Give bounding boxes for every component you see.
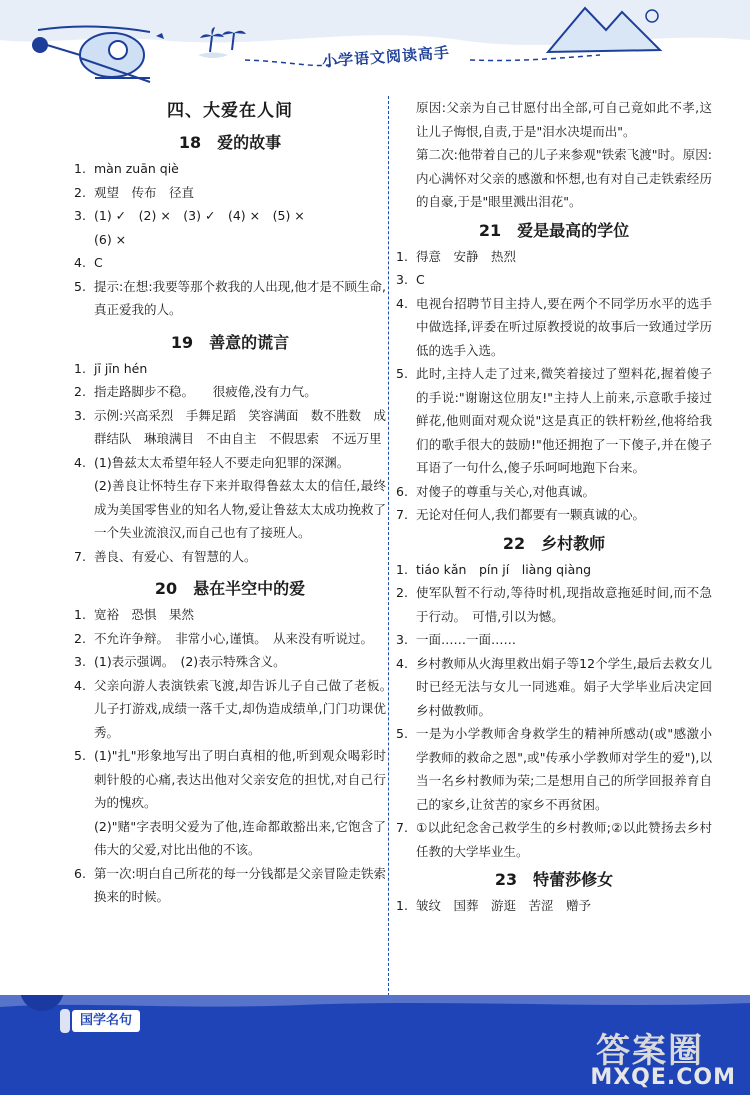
lesson-title: 善意的谎言 (209, 332, 290, 352)
footer-badge: 国学名句 (72, 1010, 140, 1032)
item-number: 5. (396, 726, 408, 741)
answer-item (396, 894, 712, 918)
item-text: (1)表示强调。 (2)表示特殊含义。 (94, 654, 286, 669)
lesson-number: 20 (154, 579, 178, 598)
watermark-logo: 答案圈 (596, 1031, 704, 1071)
answer-item (396, 480, 712, 504)
item-number: 1. (74, 161, 86, 176)
lesson-title: 悬在半空中的爱 (193, 579, 306, 598)
item-number: 3. (396, 272, 408, 287)
item-text: C (416, 272, 425, 287)
item-number: 7. (74, 548, 86, 564)
answer-item (396, 628, 712, 652)
answer-item (74, 603, 386, 627)
item-number: 4. (396, 655, 408, 671)
answer-item (396, 268, 712, 292)
item-number: 4. (74, 454, 86, 470)
lesson-heading (74, 128, 386, 157)
answer-item (74, 545, 386, 569)
item-number: 2. (74, 630, 86, 646)
answer-item (74, 674, 399, 745)
lesson-heading (74, 328, 386, 357)
item-text: 第一次:明白自己所花的每一分钱都是父亲冒险走铁索换来的时候。 (94, 865, 386, 904)
item-text: 观望 传布 径直 (94, 184, 195, 200)
answer-item (396, 292, 712, 363)
item-text: 不允许争辩。 非常小心,谨慎。 从来没有听说过。 (94, 630, 373, 646)
answer-item (396, 503, 712, 527)
item-continuation: 第二次:他带着自己的儿子来参观"铁索飞渡"时。原因:内心满怀对父亲的感激和怀想,也有对自己走铁索经历的自豪,于是"眼里溅出泪花"。 (416, 147, 712, 209)
item-number: 5. (74, 748, 86, 763)
item-number: 1. (396, 898, 408, 913)
item-number: 3. (74, 407, 86, 423)
item-text: ①以此纪念舍己救学生的乡村教师;②以此赞扬去乡村任教的大学毕业生。 (416, 820, 712, 859)
item-number: 6. (396, 483, 408, 499)
answer-item (396, 816, 712, 863)
item-number: 1. (74, 607, 86, 622)
item-number: 4. (74, 255, 86, 270)
page-header (0, 0, 750, 95)
answer-item (396, 558, 712, 582)
lesson-number: 23 (494, 870, 518, 889)
answer-item (396, 362, 712, 480)
item-number: 3. (74, 654, 86, 669)
answer-item (396, 722, 712, 816)
item-number: 4. (396, 295, 408, 311)
item-number: 2. (74, 384, 86, 399)
lesson-heading (396, 865, 712, 894)
item-text: C (94, 255, 103, 270)
item-text: (1)鲁兹太太希望年轻人不要走向犯罪的深渊。 (94, 454, 350, 470)
answer-item (74, 204, 386, 228)
lesson-number: 22 (502, 533, 526, 553)
answer-item (74, 451, 386, 475)
watermark (588, 1023, 738, 1093)
lesson-number: 19 (170, 332, 194, 352)
answer-item (74, 627, 386, 651)
item-number: 2. (74, 184, 86, 200)
answer-item (74, 404, 386, 451)
answer-item (74, 181, 386, 205)
item-text: 得意 安静 热烈 (416, 248, 517, 264)
item-text: 示例:兴高采烈 手舞足蹈 笑容满面 数不胜数 成群结队 琳琅满目 不由自主 不假思索 不远万里 (94, 407, 386, 446)
item-text: 一是为小学教师舍身救学生的精神所感动(或"感激小学教师的救命之恩",或"传承小学教师对学生的爱"),以当一名乡村教师为荣;二是想用自己的所学回报养育自己的家乡,让贫苦的家乡不再贫困。 (416, 726, 712, 812)
item-text: 使军队暂不行动,等待时机,现指故意拖延时间,而不急于行动。 可惜,引以为憾。 (416, 585, 712, 624)
item-text: 善良、有爱心、有智慧的人。 (94, 548, 257, 564)
item-number: 3. (74, 208, 86, 223)
item-text: 乡村教师从火海里救出娟子等12个学生,最后去救女儿时已经无法与女儿一同逃难。娟子大学毕业后决定回乡村做教师。 (416, 655, 712, 718)
answer-item (74, 650, 386, 674)
item-text: 父亲向游人表演铁索飞渡,却告诉儿子自己做了老板。 儿子打游戏,成绩一落千丈,却伪造成绩单,门门功课优秀。 (94, 677, 399, 740)
item-continuation: (2)善良让怀特生存下来并取得鲁兹太太的信任,最终成为美国零售业的知名人物,爱让鲁兹太太成功挽救了一个失业流浪汉,而自己也有了接班人。 (94, 478, 386, 540)
answer-item (396, 245, 712, 269)
item-number: 7. (396, 507, 408, 522)
item-number: 5. (396, 366, 408, 381)
column-divider (388, 96, 389, 996)
item-text: 一面……一面…… (416, 632, 517, 647)
item-text: (1) ✓ (2) × (3) ✓ (4) × (5) × (94, 208, 305, 223)
lesson-heading (396, 529, 712, 558)
item-number: 1. (74, 360, 86, 376)
answer-item (74, 157, 386, 181)
lesson-title: 爱的故事 (217, 133, 282, 152)
item-number: 6. (74, 865, 86, 881)
lesson-heading (396, 216, 712, 245)
left-column (74, 96, 399, 909)
item-text: 提示:在想:我要等那个救我的人出现,他才是不顾生命,真正爱我的人。 (94, 278, 386, 317)
answer-item (74, 862, 386, 909)
item-continuation: (6) × (94, 231, 127, 247)
unit-title: 四、大爱在人间 (167, 101, 293, 121)
item-text: 电视台招聘节目主持人,要在两个不同学历水平的选手中做选择,评委在听过原教授说的故事后一致通过学历低的选手入选。 (416, 295, 712, 358)
item-text: tiáo kǎn pín jí liàng qiàng (416, 561, 592, 577)
item-continuation: (2)"赌"字表明父爱为了他,连命都敢豁出来,它饱含了伟大的父爱,对比出他的不该。 (94, 818, 386, 857)
lesson-title: 特蕾莎修女 (533, 870, 614, 889)
answer-item (396, 652, 712, 723)
lesson-heading (74, 574, 386, 603)
series-title: 小学语文阅读高手 (321, 43, 451, 71)
item-number: 3. (396, 632, 408, 647)
item-number: 7. (396, 820, 408, 835)
item-text: jī jīn hén (94, 360, 148, 376)
right-column (396, 96, 712, 918)
item-continuation: 原因:父亲为自己甘愿付出全部,可自己竟如此不孝,这让儿子悔恨,自责,于是"泪水决堤而出"。 (416, 100, 712, 139)
answer-item (74, 275, 386, 322)
answer-item (74, 251, 386, 275)
item-text: 指走路脚步不稳。 很疲倦,没有力气。 (94, 384, 317, 399)
answer-item (396, 581, 712, 628)
item-number: 2. (396, 585, 408, 600)
watermark-url: MXQE.COM (590, 1065, 736, 1090)
item-number: 4. (74, 677, 86, 693)
item-text: 无论对任何人,我们都要有一颗真诚的心。 (416, 507, 645, 522)
lesson-title: 爱是最高的学位 (517, 220, 630, 240)
item-number: 1. (396, 561, 408, 577)
answer-item (74, 744, 386, 815)
answer-item (74, 380, 386, 404)
page-footer (0, 995, 750, 1095)
item-number: 1. (396, 248, 408, 264)
item-text: 皱纹 国葬 游逛 苦涩 赠予 (416, 898, 592, 913)
item-text: 此时,主持人走了过来,微笑着接过了塑料花,握着傻子的手说:"谢谢这位朋友!"主持人上前来,示意歌手接过鲜花,他则面对观众说"这是真正的铁杆粉丝,他将给我们的歌手很大的鼓励!"他还拥抱了一下傻子,并在傻子耳语了一句什么,傻子乐呵呵地跑下台来。 (416, 366, 712, 475)
item-text: 对傻子的尊重与关心,对他真诚。 (416, 483, 595, 499)
item-text: (1)"扎"形象地写出了明白真相的他,听到观众喝彩时刺针般的心痛,表达出他对父亲安危的担忧,对自己行为的愧疚。 (94, 748, 386, 810)
item-text: màn zuān qiè (94, 161, 179, 176)
item-number: 5. (74, 278, 86, 294)
answer-item (74, 357, 386, 381)
lesson-number: 21 (478, 220, 502, 240)
lesson-number: 18 (178, 133, 202, 152)
item-text: 宽裕 恐惧 果然 (94, 607, 195, 622)
lesson-title: 乡村教师 (541, 533, 606, 553)
